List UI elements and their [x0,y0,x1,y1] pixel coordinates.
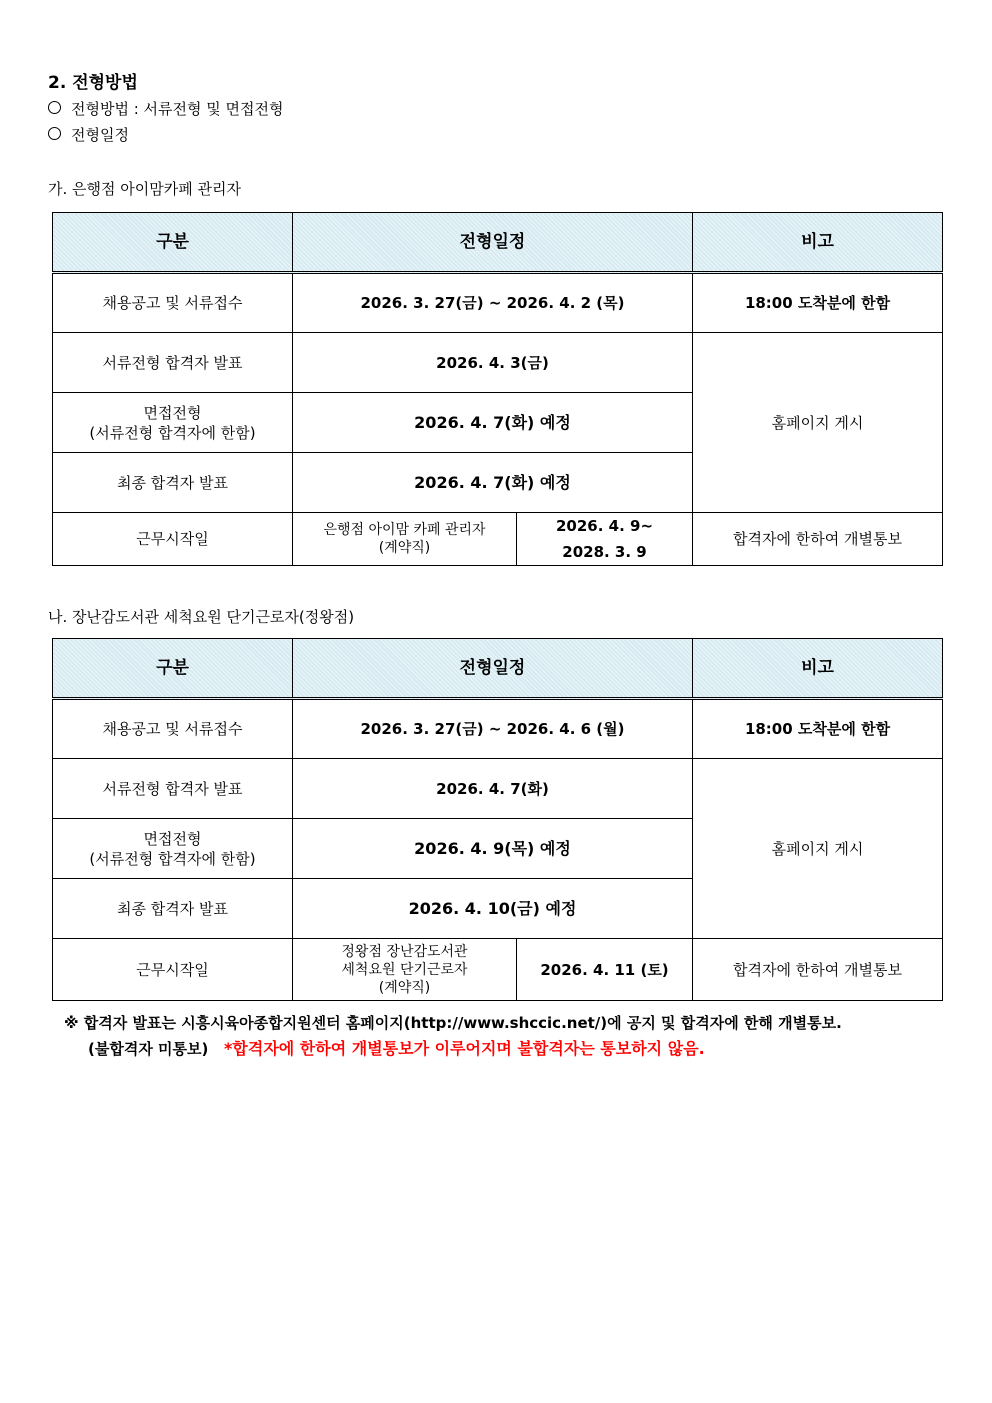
header-remarks: 비고 [693,639,943,699]
row-date: 2026. 3. 27(금) ~ 2026. 4. 2 (목) [293,273,693,333]
position-cell [293,939,517,1001]
header-schedule: 전형일정 [293,639,693,699]
merged-note: 홈페이지 게시 [693,333,943,513]
row-label: 서류전형 합격자 발표 [53,333,293,393]
row-date: 2026. 4. 7(화) 예정 [293,393,693,453]
position-line: 세척요원 단기근로자 [341,961,468,978]
row-label: 근무시작일 [53,513,293,566]
position-line: (계약직) [378,979,431,996]
row-note: 18:00 도착분에 한함 [693,699,943,759]
footnote [64,1010,842,1062]
position-line: 은행점 아이맘 카페 관리자 [323,522,486,538]
row-label: 근무시작일 [53,939,293,1001]
schedule-table-b [52,638,943,1001]
merged-note: 홈페이지 게시 [693,759,943,939]
footnote-line1: ※ 합격자 발표는 시흥시육아종합지원센터 홈페이지(http://www.shccic.net/)에 공지 및 합격자에 한해 개별통보. [64,1014,842,1032]
row-label [53,819,293,879]
period-cell: 2026. 4. 11 (토) [517,939,693,1001]
row-date: 2026. 4. 7(화) 예정 [293,453,693,513]
position-line: 정왕점 장난감도서관 [341,943,468,960]
row-label: 최종 합격자 발표 [53,879,293,939]
row-label [53,393,293,453]
schedule-table-a [52,212,943,566]
label-line: 면접전형 [143,403,202,422]
row-date: 2026. 4. 7(화) [293,759,693,819]
table-b-title: 나. 장난감도서관 세척요원 단기근로자(정왕점) [48,608,355,626]
header-schedule: 전형일정 [293,213,693,273]
row-date: 2026. 4. 9(목) 예정 [293,819,693,879]
bullet-schedule-text: 전형일정 [71,126,129,144]
row-note: 합격자에 한하여 개별통보 [693,513,943,566]
table-a-title: 가. 은행점 아이맘카페 관리자 [48,180,241,198]
footnote-red-notice: *합격자에 한하여 개별통보가 이루어지며 불합격자는 통보하지 않음. [224,1039,705,1058]
position-line: (계약직) [378,540,431,556]
period-cell [517,513,693,566]
bullet-schedule [48,124,129,145]
table-row [53,699,943,759]
circle-bullet-icon [48,127,61,140]
circle-bullet-icon [48,101,61,114]
header-category: 구분 [53,213,293,273]
row-label: 채용공고 및 서류접수 [53,699,293,759]
row-date: 2026. 3. 27(금) ~ 2026. 4. 6 (월) [293,699,693,759]
row-label: 서류전형 합격자 발표 [53,759,293,819]
bullet-method-text: 전형방법 : 서류전형 및 면접전형 [71,100,284,118]
row-date: 2026. 4. 10(금) 예정 [293,879,693,939]
row-note: 18:00 도착분에 한함 [693,273,943,333]
period-line: 2026. 4. 9~ [555,517,654,535]
row-label: 최종 합격자 발표 [53,453,293,513]
footnote-line2 [64,1036,842,1062]
label-line: (서류전형 합격자에 한함) [89,849,256,868]
header-category: 구분 [53,639,293,699]
table-header-row [53,213,943,273]
table-header-row [53,639,943,699]
bullet-method [48,98,284,119]
header-remarks: 비고 [693,213,943,273]
table-row [53,939,943,1001]
period-line: 2028. 3. 9 [562,543,647,561]
row-date: 2026. 4. 3(금) [293,333,693,393]
table-row [53,333,943,393]
label-line: (서류전형 합격자에 한함) [89,423,256,442]
table-row [53,273,943,333]
label-line: 면접전형 [143,829,202,848]
table-row [53,513,943,566]
row-note: 합격자에 한하여 개별통보 [693,939,943,1001]
section-title: 2. 전형방법 [48,73,138,93]
footnote-plain: (불합격자 미통보) [88,1040,209,1058]
row-label: 채용공고 및 서류접수 [53,273,293,333]
table-row [53,759,943,819]
position-cell [293,513,517,566]
